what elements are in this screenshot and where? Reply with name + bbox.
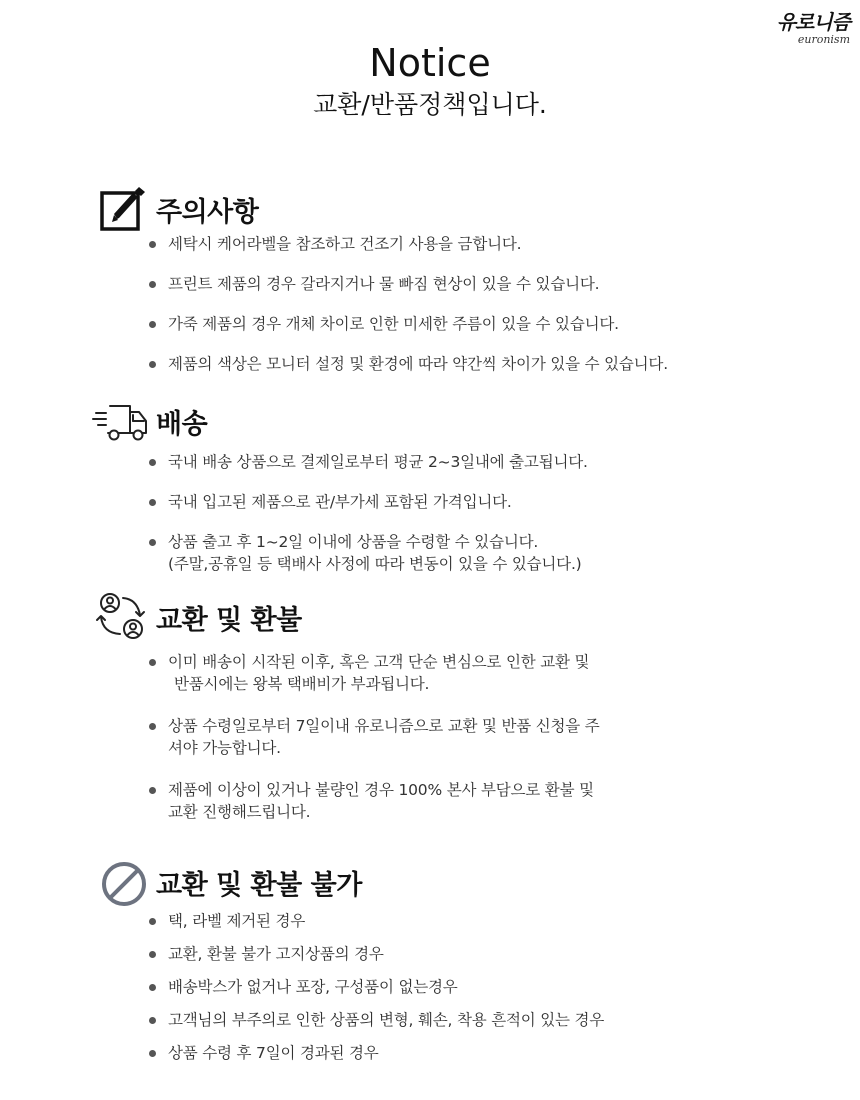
brand-name-english: euronism: [797, 33, 850, 46]
section-title: 교환 및 환불 불가: [156, 869, 362, 901]
list-item: 제품의 색상은 모니터 설정 및 환경에 따라 약간씩 차이가 있을 수 있습니다.: [148, 353, 828, 375]
prohibited-icon: [92, 857, 150, 907]
edit-icon: [92, 184, 150, 234]
delivery-truck-icon: [92, 396, 150, 446]
section-header-no-exchange-refund: [92, 857, 362, 907]
shipping-list: [148, 451, 828, 575]
list-item: 프린트 제품의 경우 갈라지거나 물 빠짐 현상이 있을 수 있습니다.: [148, 273, 828, 295]
list-item: 배송박스가 없거나 포장, 구성품이 없는경우: [148, 976, 828, 998]
precautions-list: [148, 233, 828, 375]
section-header-exchange-refund: [92, 592, 302, 642]
list-item: 교환, 환불 불가 고지상품의 경우: [148, 943, 828, 965]
list-item: 국내 배송 상품으로 결제일로부터 평균 2~3일내에 출고됩니다.: [148, 451, 828, 473]
brand-name-korean: 유로니즘: [776, 10, 850, 34]
page-title: Notice: [369, 41, 491, 85]
exchange-refund-list: [148, 651, 828, 823]
list-item: 상품 수령일로부터 7일이내 유로니즘으로 교환 및 반품 신청을 주 셔야 가능합니다.: [148, 715, 828, 759]
list-item: 택, 라벨 제거된 경우: [148, 910, 828, 932]
list-item: 이미 배송이 시작된 이후, 혹은 고객 단순 변심으로 인한 교환 및 반품시에는 왕복 택배비가 부과됩니다.: [148, 651, 828, 695]
exchange-users-icon: [92, 592, 150, 642]
no-exchange-refund-list: [148, 910, 828, 1064]
list-item: 상품 수령 후 7일이 경과된 경우: [148, 1042, 828, 1064]
list-item: 제품에 이상이 있거나 불량인 경우 100% 본사 부담으로 환불 및 교환 진행해드립니다.: [148, 779, 828, 823]
list-item: 세탁시 케어라벨을 참조하고 건조기 사용을 금합니다.: [148, 233, 828, 255]
list-item: 가죽 제품의 경우 개체 차이로 인한 미세한 주름이 있을 수 있습니다.: [148, 313, 828, 335]
section-header-shipping: [92, 396, 207, 446]
section-title: 교환 및 환불: [156, 604, 302, 636]
section-header-precautions: [92, 184, 258, 234]
list-item: 상품 출고 후 1~2일 이내에 상품을 수령할 수 있습니다. (주말,공휴일 등 택배사 사정에 따라 변동이 있을 수 있습니다.): [148, 531, 828, 575]
list-item: 고객님의 부주의로 인한 상품의 변형, 훼손, 착용 흔적이 있는 경우: [148, 1009, 828, 1031]
section-title: 주의사항: [156, 196, 259, 228]
list-item: 국내 입고된 제품으로 관/부가세 포함된 가격입니다.: [148, 491, 828, 513]
section-title: 배송: [156, 408, 208, 440]
page-subtitle: 교환/반품정책입니다.: [313, 90, 547, 119]
